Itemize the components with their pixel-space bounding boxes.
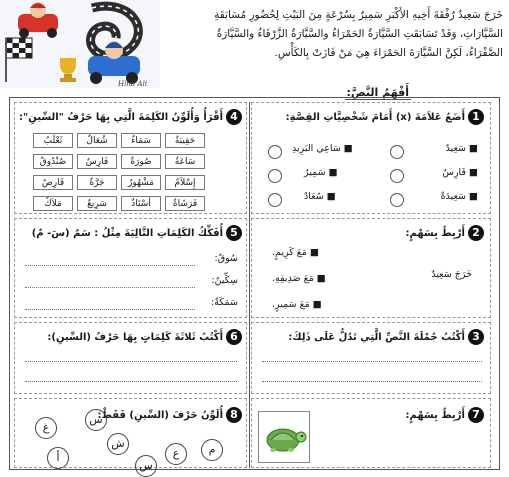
question-5-text: أُفَكِّكُ الكَلِمَاتِ التَّالِيَةَ مِثْلُ : سَمٌ (سَ- مٌ) bbox=[31, 228, 223, 239]
word-box[interactable]: سَمَاءٌ bbox=[121, 133, 161, 148]
word-box[interactable]: قَارِصٌ bbox=[33, 175, 73, 190]
worksheet-panel bbox=[9, 97, 500, 470]
word-box[interactable]: حَقِيبَةٌ bbox=[165, 133, 205, 148]
story-text bbox=[168, 6, 503, 63]
answer-circle[interactable] bbox=[268, 145, 282, 159]
character-option: ■ سَاعِي البَرِيدِ bbox=[292, 143, 353, 154]
story-line: السَّيَّارَاتِ، وَقَدْ تَسَابَقَتِ السَّيَّارَةُ الحَمْرَاءُ والسَّيَّارَةُ الزَّرْقَاءُ والسَّيَّارَةُ bbox=[216, 28, 503, 40]
character-option: ■ سَعِيدٌ bbox=[445, 143, 478, 154]
question-2-number: 2 bbox=[468, 225, 484, 241]
question-7-text: أَرْبِطُ بِسَهْمٍ: bbox=[405, 410, 465, 421]
character-option: ■ فَارِسٌ bbox=[442, 167, 478, 178]
answer-line[interactable] bbox=[25, 309, 195, 310]
match-option: ■ مَعَ صَدِيقِهِ. bbox=[272, 273, 326, 284]
word-box[interactable]: شُعَالٌ bbox=[77, 133, 117, 148]
match-option: ■ مَعَ كَرِيمٍ. bbox=[272, 247, 319, 258]
answer-line[interactable] bbox=[262, 381, 482, 382]
split-word: سُوقٌ: bbox=[214, 253, 238, 264]
question-1-number: 1 bbox=[468, 109, 484, 125]
story-line: خَرَجَ سَعِيدٌ رُفْقَةَ أَخِيهِ الأَكْبَرِ سَمِيرٌ بِسُرْعَةٍ مِنَ البَيْتِ لِحُضُورِ مُسَابَقَةِ bbox=[214, 9, 503, 21]
question-5 bbox=[14, 218, 247, 318]
section-title: أَفْهَمُ النَّصَّ: bbox=[346, 86, 409, 99]
answer-circle[interactable] bbox=[268, 169, 282, 183]
question-6 bbox=[14, 322, 247, 394]
word-box[interactable]: صُورَةٌ bbox=[121, 154, 161, 169]
answer-line[interactable] bbox=[25, 381, 237, 382]
question-1-text: أَضَعُ عَلاَمَةَ (x) أَمَامَ شَخْصِيَّاتِ القِصَّةِ: bbox=[285, 112, 465, 123]
question-5-number: 5 bbox=[226, 225, 242, 241]
question-7-title bbox=[405, 407, 484, 423]
question-7 bbox=[251, 398, 491, 468]
word-box[interactable]: مَلاَكٌ bbox=[33, 196, 73, 211]
word-box[interactable]: جَرَّةٌ bbox=[77, 175, 117, 190]
question-2-text: أَرْبِطُ بِسَهْمٍ: bbox=[405, 228, 465, 239]
letter-circle[interactable]: ش bbox=[107, 433, 129, 455]
word-box[interactable]: إِسْلاَمٌ bbox=[165, 175, 205, 190]
word-box[interactable]: فَارِسٌ bbox=[77, 154, 117, 169]
question-6-number: 6 bbox=[226, 329, 242, 345]
question-4-text: أَقْرَأُ وَأُلَوِّنُ الكَلِمَةَ الَّتِي بِهَا حَرْفُ "السِّينِ": bbox=[19, 112, 223, 123]
answer-line[interactable] bbox=[25, 265, 195, 266]
answer-line[interactable] bbox=[262, 361, 482, 362]
split-word: سِكِّينٌ: bbox=[211, 275, 238, 286]
letter-circle[interactable]: غ bbox=[35, 417, 57, 439]
question-8-title bbox=[97, 407, 242, 423]
match-option: ■ مَعَ سَمِيرٍ. bbox=[272, 299, 322, 310]
question-8-number: 8 bbox=[226, 407, 242, 423]
character-option: ■ سُعَادٌ bbox=[304, 191, 336, 202]
question-7-number: 7 bbox=[468, 407, 484, 423]
question-8 bbox=[14, 398, 247, 472]
word-box[interactable]: مَشْهُورٌ bbox=[121, 175, 161, 190]
race-cars-illustration bbox=[0, 0, 160, 88]
turtle-picture bbox=[258, 411, 310, 463]
question-2-title bbox=[405, 225, 484, 241]
word-box[interactable]: أُسْتَاذٌ bbox=[121, 196, 161, 211]
letter-circle[interactable]: س bbox=[135, 455, 157, 477]
word-box[interactable]: سَرِيعٌ bbox=[77, 196, 117, 211]
letter-circle[interactable]: م bbox=[201, 439, 223, 461]
question-1-title bbox=[286, 109, 484, 125]
answer-circle[interactable] bbox=[390, 145, 404, 159]
split-word: سَمَكَةٌ: bbox=[211, 297, 238, 308]
column-divider bbox=[249, 102, 250, 468]
letter-circle[interactable]: ع bbox=[165, 443, 187, 465]
letter-circle[interactable]: س bbox=[85, 409, 107, 431]
question-4-number: 4 bbox=[226, 109, 242, 125]
question-3-text: أَكْتُبُ جُمْلَةَ النَّصِّ الَّتِي تَدُلُّ عَلَى ذَلِكَ: bbox=[288, 332, 465, 343]
question-8-text: أُلَوِّنُ حَرْفَ (السِّينِ) فَقَطْ: bbox=[97, 410, 223, 421]
word-box[interactable]: ثَعْلَبٌ bbox=[33, 133, 73, 148]
question-5-title bbox=[32, 225, 242, 241]
answer-line[interactable] bbox=[25, 287, 195, 288]
word-box[interactable]: سَاعَةٌ bbox=[165, 154, 205, 169]
question-3 bbox=[251, 322, 491, 394]
question-4-title bbox=[19, 109, 242, 125]
question-3-title bbox=[288, 329, 484, 345]
question-3-number: 3 bbox=[468, 329, 484, 345]
character-option: ■ سَمِيرٌ bbox=[304, 167, 338, 178]
answer-circle[interactable] bbox=[268, 193, 282, 207]
letter-circle[interactable]: أ bbox=[47, 447, 69, 469]
answer-line[interactable] bbox=[25, 361, 237, 362]
question-4 bbox=[14, 102, 247, 214]
question-1 bbox=[251, 102, 491, 214]
question-6-text: أَكْتُبُ ثَلاثَةَ كَلِمَاتٍ بِهَا حَرْفُ (السِّينِ): bbox=[47, 332, 223, 343]
story-line: الصَّفْرَاءُ، لَكِنَّ السَّيَّارَةَ الحَمْرَاءَ هِيَ مَنْ فَازَتْ بِالكَأْسِ. bbox=[274, 47, 503, 59]
character-option: ■ سَعِيدَةٌ bbox=[440, 191, 478, 202]
question-2 bbox=[251, 218, 491, 318]
question-6-title bbox=[47, 329, 242, 345]
word-box[interactable]: فَرَشَاةٌ bbox=[165, 196, 205, 211]
word-box[interactable]: صُنْدُوقٌ bbox=[33, 154, 73, 169]
illustration-signature: Hind Ali bbox=[118, 80, 148, 88]
answer-circle[interactable] bbox=[390, 193, 404, 207]
match-subject: خَرَجَ سَعِيدٌ bbox=[431, 269, 472, 280]
answer-circle[interactable] bbox=[390, 169, 404, 183]
